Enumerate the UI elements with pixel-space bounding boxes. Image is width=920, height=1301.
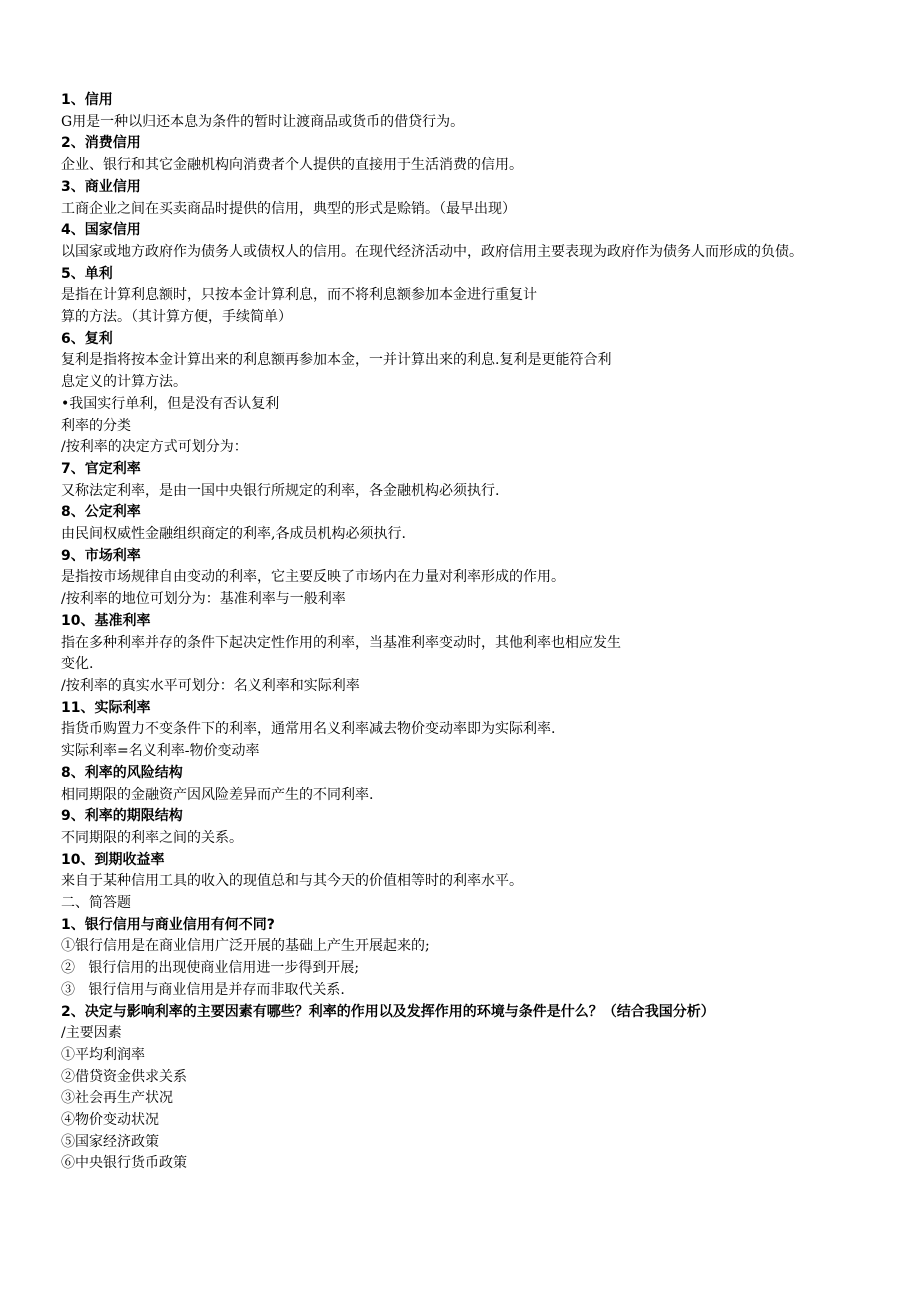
body-text-line: /按利率的地位可划分为：基准利率与一般利率 <box>61 591 346 608</box>
section-heading: 3、商业信用 <box>61 178 141 195</box>
document-page <box>61 90 861 1175</box>
section-heading: 9、市场利率 <box>61 547 141 564</box>
body-text-line: 不同期限的利率之间的关系。 <box>61 829 243 846</box>
body-text-line: 复利是指将按本金计算出来的利息额再参加本金，一并计算出来的利息.复利是更能符合利 <box>61 352 612 369</box>
body-text-line: 相同期限的金融资产因风险差异而产生的不同利率. <box>61 786 374 803</box>
section-heading: 1、银行信用与商业信用有何不同? <box>61 916 275 933</box>
body-text-line: ④物价变动状况 <box>61 1112 159 1129</box>
section-heading: 10、到期收益率 <box>61 851 165 868</box>
body-text-line: 指货币购置力不变条件下的利率，通常用名义利率减去物价变动率即为实际利率. <box>61 721 556 738</box>
body-text-line: 利率的分类 <box>61 417 131 434</box>
section-heading: 7、官定利率 <box>61 460 141 477</box>
section-heading: 1、信用 <box>61 92 113 108</box>
section-heading: 8、利率的风险结构 <box>61 764 183 781</box>
body-text-line: /按利率的决定方式可划分为： <box>61 439 248 456</box>
body-text-line: 变化. <box>61 656 94 673</box>
body-text-line: ③ 银行信用与商业信用是并存而非取代关系. <box>61 981 345 998</box>
body-text-line: ②借贷资金供求关系 <box>61 1068 187 1085</box>
body-text-line: 企业、银行和其它金融机构向消费者个人提供的直接用于生活消费的信用。 <box>61 157 523 174</box>
body-text-line: G用是一种以归还本息为条件的暂时让渡商品或货币的借贷行为。 <box>61 113 465 130</box>
section-heading: 2、消费信用 <box>61 135 141 152</box>
section-heading: 6、复利 <box>61 330 113 347</box>
body-text-line: 算的方法。（其计算方便，手续简单） <box>61 309 292 326</box>
body-text-line: 工商企业之间在买卖商品时提供的信用，典型的形式是赊销。（最早出现） <box>61 200 516 217</box>
body-text-line: ⑤国家经济政策 <box>61 1133 159 1150</box>
body-text-line: 是指按市场规律自由变动的利率，它主要反映了市场内在力量对利率形成的作用。 <box>61 569 565 586</box>
section-heading: 9、利率的期限结构 <box>61 808 183 825</box>
body-text-line: ①平均利润率 <box>61 1046 145 1063</box>
body-text-line: 息定义的计算方法。 <box>61 374 187 391</box>
body-text-line: ①银行信用是在商业信用广泛开展的基础上产生开展起来的; <box>61 938 430 955</box>
section-heading: 10、基准利率 <box>61 612 151 629</box>
body-text-line: 是指在计算利息额时，只按本金计算利息，而不将利息额参加本金进行重复计 <box>61 287 537 304</box>
body-text-line: 来自于某种信用工具的收入的现值总和与其今天的价值相等时的利率水平。 <box>61 873 523 890</box>
body-text-line: 以国家或地方政府作为债务人或债权人的信用。在现代经济活动中，政府信用主要表现为政府作为债务人而形成的负债。 <box>61 243 803 260</box>
body-text-line: ② 银行信用的出现使商业信用进一步得到开展; <box>61 960 360 977</box>
body-text-line: •我国实行单利，但是没有否认复利 <box>61 395 280 412</box>
body-text-line: ⑥中央银行货币政策 <box>61 1155 187 1172</box>
section-heading: 8、公定利率 <box>61 504 141 521</box>
body-text-line: 由民间权威性金融组织商定的利率,各成员机构必须执行. <box>61 526 406 543</box>
section-heading: 11、实际利率 <box>61 699 151 716</box>
body-text-line: 又称法定利率，是由一国中央银行所规定的利率，各金融机构必须执行. <box>61 482 500 499</box>
body-text-line: /按利率的真实水平可划分：名义利率和实际利率 <box>61 677 360 694</box>
section-heading: 4、国家信用 <box>61 222 141 239</box>
section-heading: 5、单利 <box>61 265 113 282</box>
section-heading: 2、决定与影响利率的主要因素有哪些？利率的作用以及发挥作用的环境与条件是什么？（结合我国分析） <box>61 1003 715 1020</box>
body-text-line: 实际利率=名义利率-物价变动率 <box>61 743 260 760</box>
body-text-line: /主要因素 <box>61 1025 122 1042</box>
body-text-line: 指在多种利率并存的条件下起决定性作用的利率，当基准利率变动时，其他利率也相应发生 <box>61 634 621 651</box>
body-text-line: 二、简答题 <box>61 895 131 912</box>
body-text-line: ③社会再生产状况 <box>61 1090 173 1107</box>
